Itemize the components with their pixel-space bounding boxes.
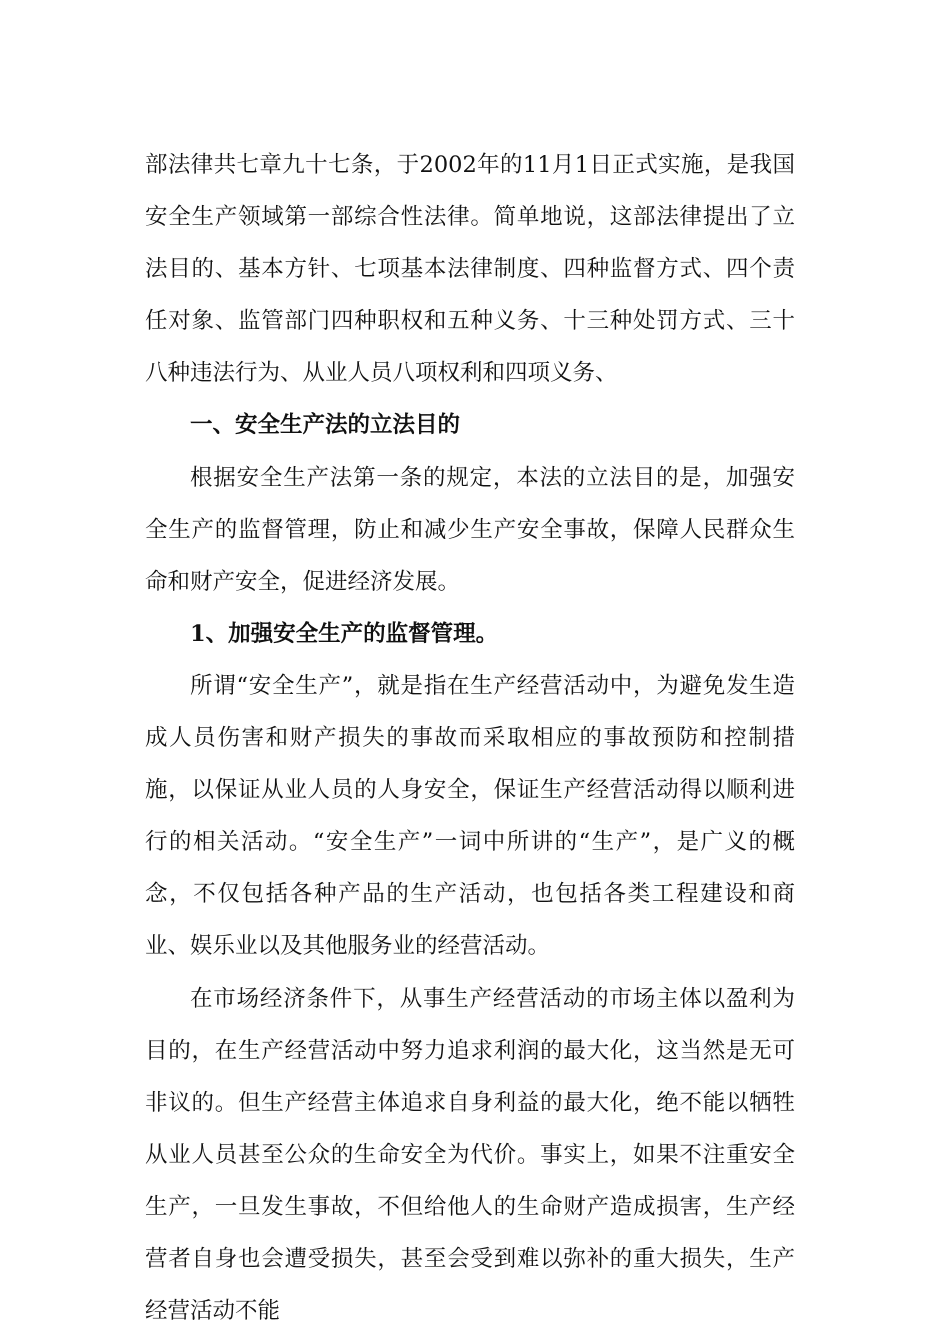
paragraph-safety-definition: 所谓“安全生产”，就是指在生产经营活动中，为避免发生造成人员伤害和财产损失的事故而采取相应的事故预防和控制措施，以保证从业人员的人身安全，保证生产经营活动得以顺利进行的相关活动。“安全生产”一词中所讲的“生产”，是广义的概念，不仅包括各种产品的生产活动，也包括各类工程建设和商业、娱乐业以及其他服务业的经营活动。 bbox=[145, 672, 795, 960]
section-heading-purpose: 一、安全生产法的立法目的 bbox=[190, 412, 461, 439]
paragraph-continuation: 部法律共七章九十七条，于2002年的11月1日正式实施，是我国安全生产领域第一部综合性法律。简单地说，这部法律提出了立法目的、基本方针、七项基本法律制度、四种监督方式、四个责任对象、监管部门四种职权和五种义务、十三种处罚方式、三十八种违法行为、从业人员八项权利和四项义务、 bbox=[145, 152, 795, 387]
subsection-heading-supervision: 1、加强安全生产的监督管理。 bbox=[190, 620, 499, 647]
paragraph-purpose: 根据安全生产法第一条的规定，本法的立法目的是，加强安全生产的监督管理，防止和减少生产安全事故，保障人民群众生命和财产安全，促进经济发展。 bbox=[145, 464, 795, 595]
paragraph-market-economy: 在市场经济条件下，从事生产经营活动的市场主体以盈利为目的，在生产经营活动中努力追求利润的最大化，这当然是无可非议的。但生产经营主体追求自身利益的最大化，绝不能以牺牲从业人员甚至公众的生命安全为代价。事实上，如果不注重安全生产，一旦发生事故，不但给他人的生命财产造成损害，生产经营者自身也会遭受损失，甚至会受到难以弥补的重大损失，生产经营活动不能 bbox=[145, 985, 795, 1325]
document-body bbox=[145, 139, 795, 1337]
